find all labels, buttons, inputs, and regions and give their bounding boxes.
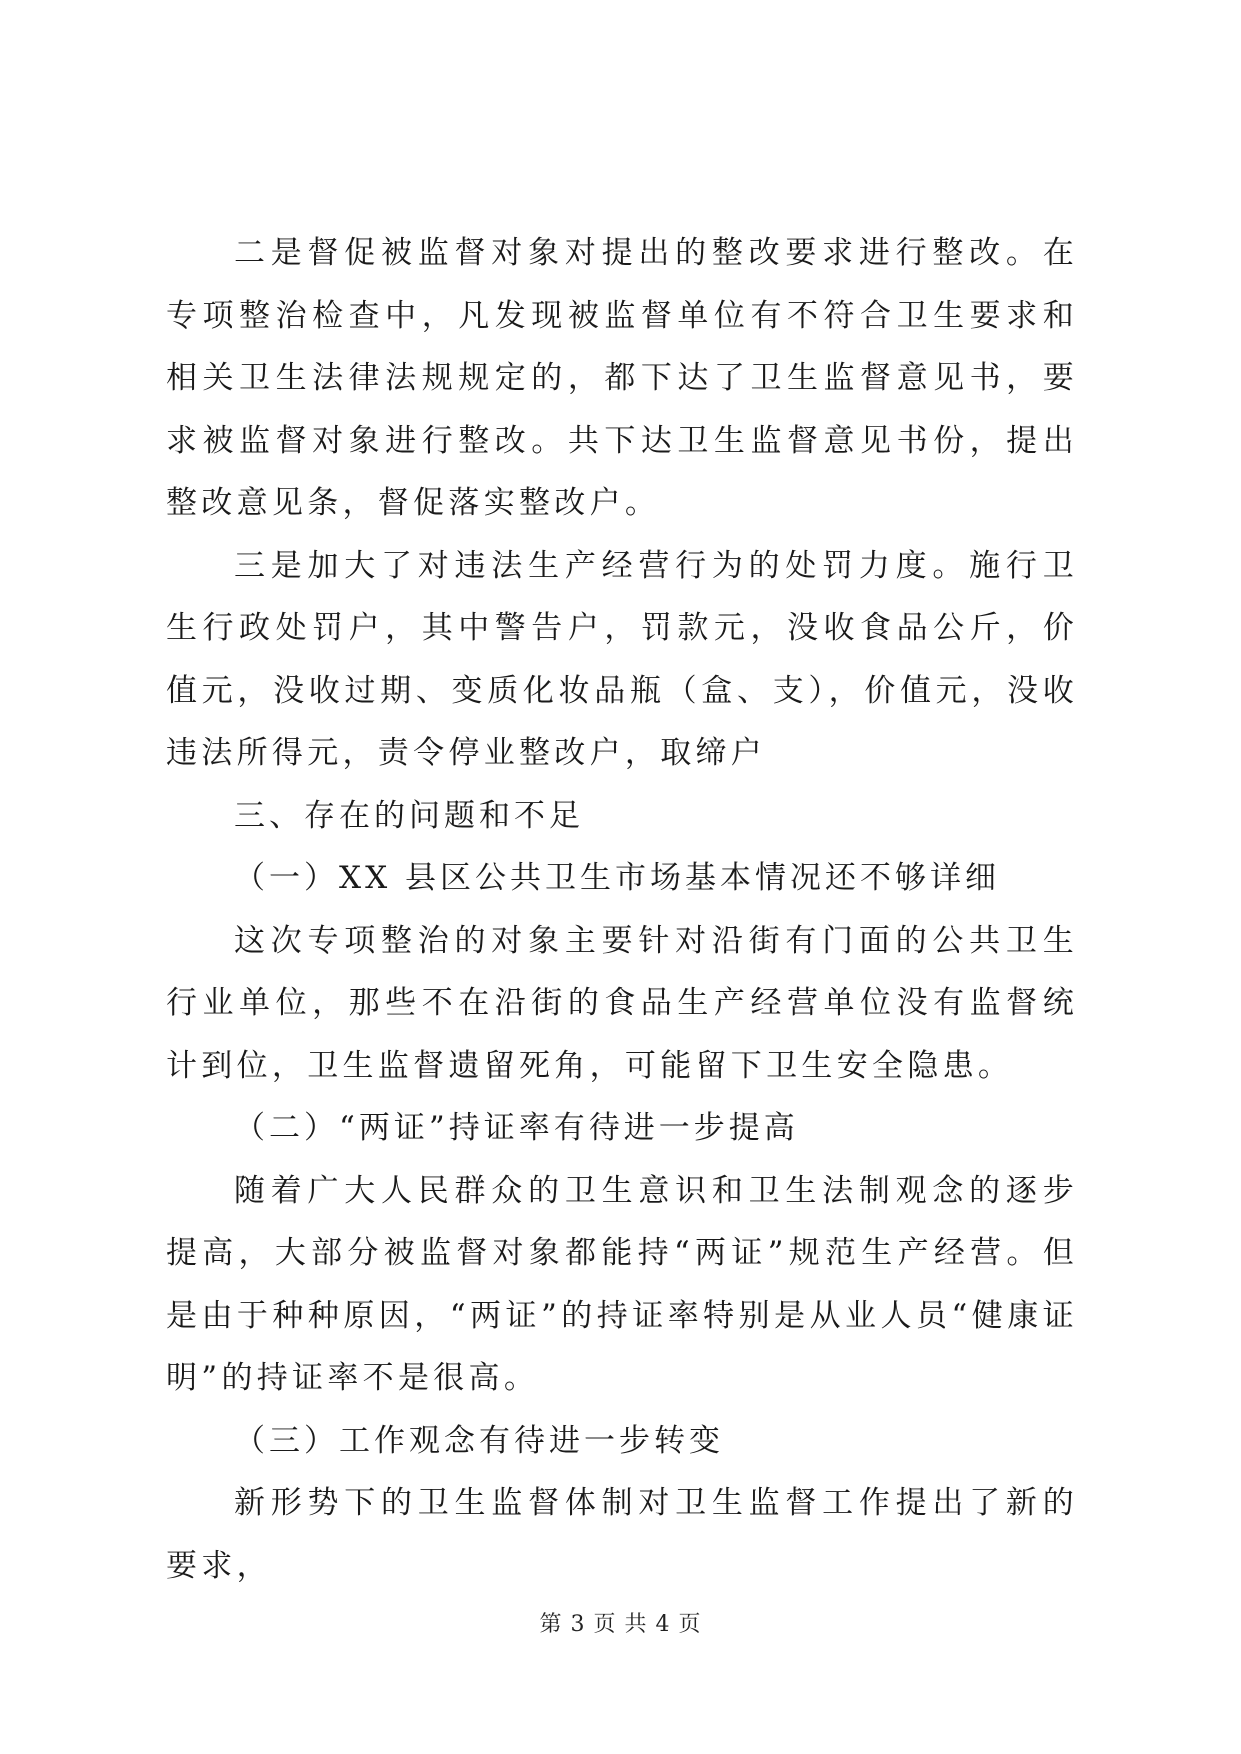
document-body: [166, 222, 1078, 1597]
page-number-footer: 第 3 页 共 4 页: [539, 1612, 702, 1637]
subsection-body-3: 新形势下的卫生监督体制对卫生监督工作提出了新的要求，: [166, 1485, 1078, 1584]
subsection-body-1: 这次专项整治的对象主要针对沿街有门面的公共卫生行业单位，那些不在沿街的食品生产经营单位没有监督统计到位，卫生监督遗留死角，可能留下卫生安全隐患。: [166, 922, 1078, 1084]
subsection-body-2: 随着广大人民群众的卫生意识和卫生法制观念的逐步提高，大部分被监督对象都能持“两证”规范生产经营。但是由于种种原因，“两证”的持证率特别是从业人员“健康证明”的持证率不是很高。: [166, 1172, 1078, 1396]
paragraph-penalties: 三是加大了对违法生产经营行为的处罚力度。施行卫生行政处罚户，其中警告户，罚款元，没收食品公斤，价值元，没收过期、变质化妆品瓶（盒、支），价值元，没收违法所得元，责令停业整改户，取缔户: [166, 547, 1078, 771]
subsection-heading-1: （一）XX 县区公共卫生市场基本情况还不够详细: [234, 860, 1000, 896]
subsection-heading-2: （二）“两证”持证率有待进一步提高: [234, 1110, 799, 1146]
paragraph-rectification: 二是督促被监督对象对提出的整改要求进行整改。在专项整治检查中，凡发现被监督单位有不符合卫生要求和相关卫生法律法规规定的，都下达了卫生监督意见书，要求被监督对象进行整改。共下达卫生监督意见书份，提出整改意见条，督促落实整改户。: [166, 235, 1078, 521]
section-heading-problems: 三、存在的问题和不足: [234, 797, 584, 834]
subsection-heading-3: （三）工作观念有待进一步转变: [234, 1422, 724, 1459]
